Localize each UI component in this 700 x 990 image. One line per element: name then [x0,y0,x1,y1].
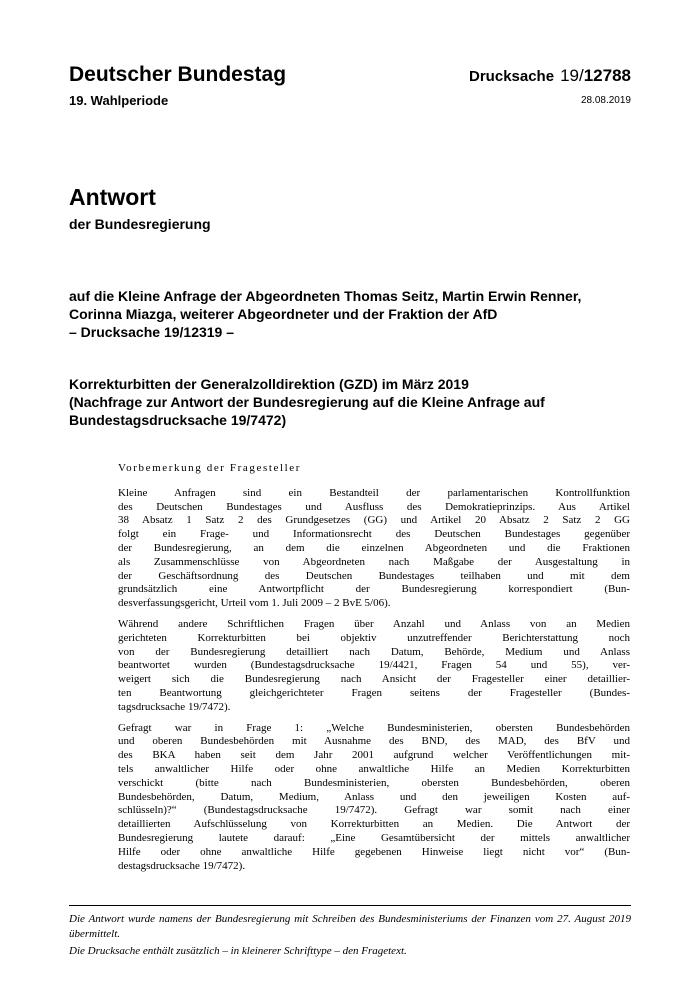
text-line: gerichteten Korrekturbitten bei objektiv unzutreffender Berichterstattung noch [118,631,630,644]
text-line: als Zusammenschlüsse von Abgeordneten nach Maßgabe der Ausgestaltung in [118,555,630,568]
text-line: Bundesbehörden, Datum, Medium, Anlass und den jeweiligen Kosten auf- [118,790,630,803]
text-line: weigert sich die Bundesregierung nach Ansicht der Fragesteller einer detaillier- [118,673,630,686]
footer-note-line: Die Antwort wurde namens der Bundesregierung mit Schreiben des Bundesministeriums der Finanzen vom 27. August 2019 [69,913,631,925]
text-line: und oberen Bundesbehörden mit Ausnahme des BND, des MAD, des BfV und [118,735,630,748]
drucksache-number [469,66,631,86]
text-line: Während andere Schriftlichen Fragen über Anzahl und Anlass von an Medien [118,617,630,630]
preliminary-paragraph-3 [118,722,630,874]
document-issuer: der Bundesregierung [69,216,211,232]
text-line: des Deutschen Bundestages und Ausfluss des Demokratieprinzips. Aus Artikel [118,500,630,513]
topic-line: Bundestagsdrucksache 19/7472) [69,412,287,428]
text-line: Kleine Anfragen sind ein Bestandteil der parlamentarischen Kontrollfunktion [118,486,630,499]
text-line: des BKA haben seit dem Jahr 2001 aufgrund welcher Veröffentlichungen mit- [118,749,630,762]
inquiry-topic [69,375,639,429]
text-line: Bundesregierung lautete darauf: „Eine Gesamtübersicht der mittels anwaltlicher [118,831,630,844]
drucksache-number-value: 12788 [583,66,631,85]
document-type-heading: Antwort [69,184,156,210]
footer-divider [69,905,631,906]
text-line: Gefragt war in Frage 1: „Welche Bundesministerien, obersten Bundesbehörden [118,721,630,734]
inquiry-line: – Drucksache 19/12319 – [69,324,235,340]
inquiry-line: Corinna Miazga, weiterer Abgeordneter und der Fraktion der AfD [69,306,498,322]
text-line: beantwortet wurden (Bundestagsdrucksache 19/4421, Fragen 54 und 55), ver- [118,659,630,672]
footer-notes [69,912,631,959]
legislative-period: 19. Wahlperiode [69,93,169,108]
topic-line: (Nachfrage zur Antwort der Bundesregierung auf die Kleine Anfrage auf [69,394,545,410]
text-line: ten Beantwortung gleichgerichteter Fragen seitens der Fragesteller (Bundes- [118,686,630,699]
text-line: von der Bundesregierung detailliert nach Datum, Behörde, Medium und Anlass [118,645,630,658]
text-line: verschickt (bitte nach Bundesministerien, obersten Bundesbehörden, oberen [118,776,630,789]
document-date: 28.08.2019 [580,95,631,106]
drucksache-label: Drucksache [469,68,555,85]
preliminary-remark-heading: Vorbemerkung der Fragesteller [118,462,302,474]
footer-note-line: übermittelt. [69,927,121,940]
footer-note-print-info: Die Drucksache enthält zusätzlich – in kleinerer Schrifttype – den Fragetext. [69,945,407,957]
preliminary-paragraph-2 [118,618,630,715]
text-line: tels anwaltlicher Hilfe oder ohne anwaltliche Hilfe an Medien Korrekturbitten [118,762,630,775]
text-line: destagsdrucksache 19/7472). [118,859,246,872]
topic-line: Korrekturbitten der Generalzolldirektion (GZD) im März 2019 [69,376,469,392]
drucksache-prefix: 19/ [560,66,584,85]
text-line: 38 Absatz 1 Satz 2 des Grundgesetzes (GG) und Artikel 20 Absatz 2 Satz 2 GG [118,514,630,527]
text-line: tagsdrucksache 19/7472). [118,700,231,713]
inquiry-line: auf die Kleine Anfrage der Abgeordneten Thomas Seitz, Martin Erwin Renner, [69,288,582,304]
preliminary-remark [118,462,630,880]
institution-title: Deutscher Bundestag [69,63,287,86]
text-line: desverfassungsgericht, Urteil vom 1. Juli 2009 – 2 BvE 5/06). [118,597,391,610]
text-line: der Geschäftsordnung des Deutschen Bundestages teilhaben und mit dem [118,569,630,582]
text-line: grundsätzlich eine Antwortpflicht der Bundesregierung korrespondiert (Bun- [118,583,630,596]
preliminary-paragraph-1 [118,487,630,611]
text-line: schlüsseln)?“ (Bundestagsdrucksache 19/7472). Gefragt war somit nach einer [118,804,630,817]
inquiry-reference [69,287,639,341]
text-line: detaillierten Aufschlüsselung von Korrekturbitten an Medien. Die Antwort der [118,818,630,831]
text-line: der Bundesregierung, an dem die einzelnen Abgeordneten und die Fraktionen [118,541,630,554]
text-line: Hilfe oder ohne anwaltliche Hilfe gegebenen Hinweise liegt nicht vor“ (Bun- [118,845,630,858]
text-line: folgt ein Frage- und Informationsrecht des Deutschen Bundestages gegenüber [118,528,630,541]
